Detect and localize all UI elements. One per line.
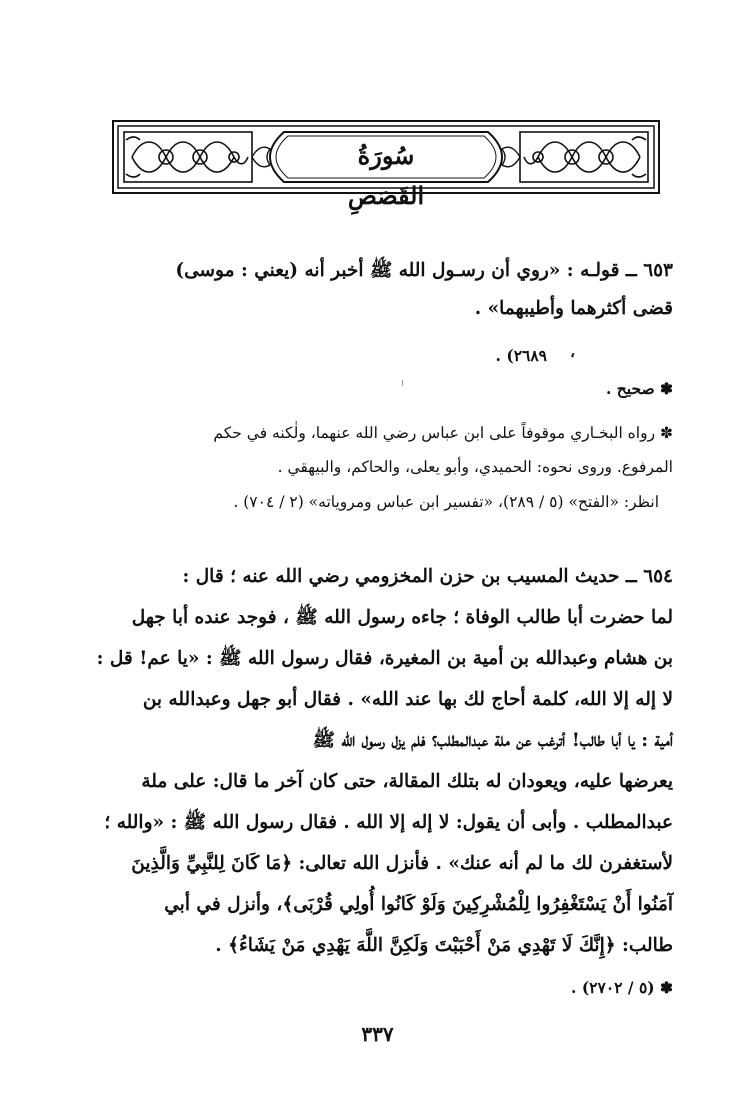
hadith-654-line-7: عبدالمطلب . وأبى أن يقول: لا إله إلا الله . فقال رسول الله ﷺ : «والله ؛ (104, 812, 673, 833)
hadith-653-note-2: المرفوع. وروى نحوه: الحميدي، وأبو يعلى، والحاكم، والبيهقي . (277, 458, 673, 476)
reference-mark: ، (569, 342, 575, 361)
hadith-654-line-3: بن هشام وعبدالله بن أمية بن المغيرة، فقال رسول الله ﷺ : «يا عم! قل : (96, 648, 673, 669)
hadith-654-line-6: يعرضها عليه، ويعودان له بتلك المقالة، حتى كان آخر ما قال: على ملة (141, 771, 673, 792)
surah-banner (112, 120, 660, 210)
hadith-654-reference: ✽ (٥ / ٢٧٠٢) . (571, 978, 673, 997)
page-number: ٣٣٧ (361, 1022, 394, 1046)
hadith-653-line-1: ٦٥٣ ــ قولـه : «روي أن رسـول الله ﷺ أخبر أنه (يعني : موسى) (175, 260, 673, 281)
hadith-653-note-1: ✽ رواه البخـاري موقوفاً على ابن عباس رضي الله عنهما، ولٰكنه في حكم (213, 424, 673, 442)
hadith-654-line-5: أمية : يا أبا طالب! أترغب عن ملة عبدالمطلب؟ فلم يزل رسول الله ﷺ (312, 730, 673, 751)
hadith-654-line-2: لما حضرت أبا طالب الوفاة ؛ جاءه رسول الله ﷺ ، فوجد عنده أبا جهل (131, 607, 673, 628)
hadith-653-grade: ✽ صحيح . (605, 379, 673, 398)
hadith-653-line-2: قضى أكثرهما وأطيبهما» . (474, 298, 673, 319)
hadith-654-line-4: لا إله إلا الله، كلمة أحاج لك بها عند الله» . فقال أبو جهل وعبدالله بن (142, 689, 673, 710)
hadith-654-line-10: طالب: ﴿إِنَّكَ لَا تَهْدِي مَنْ أَحْبَبْتَ وَلَكِنَّ اللَّهَ يَهْدِي مَنْ يَشَاءُ﴾ . (215, 935, 673, 956)
hadith-653-note-3: انظر: «الفتح» (٥ / ٢٨٩)، «تفسير ابن عباس ومروياته» (٢ / ٧٠٤) . (233, 493, 659, 511)
hadith-654-line-1: ٦٥٤ ــ حديث المسيب بن حزن المخزومي رضي الله عنه ؛ قال : (182, 566, 673, 587)
hadith-654-line-8: لأستغفرن لك ما لم أنه عنك» . فأنزل الله تعالى: ﴿مَا كَانَ لِلنَّبِيِّ وَالَّذِينَ (131, 853, 673, 874)
divider-mark (402, 380, 403, 386)
surah-title: سُورَةُ القَصَصِ (347, 141, 425, 210)
hadith-653-reference: ٢٦٨٩) . (495, 346, 547, 365)
hadith-654-line-9: آمَنُوا أَنْ يَسْتَغْفِرُوا لِلْمُشْرِكِينَ وَلَوْ كَانُوا أُولِي قُرْبَى﴾، وأنزل في أبي (164, 894, 673, 915)
